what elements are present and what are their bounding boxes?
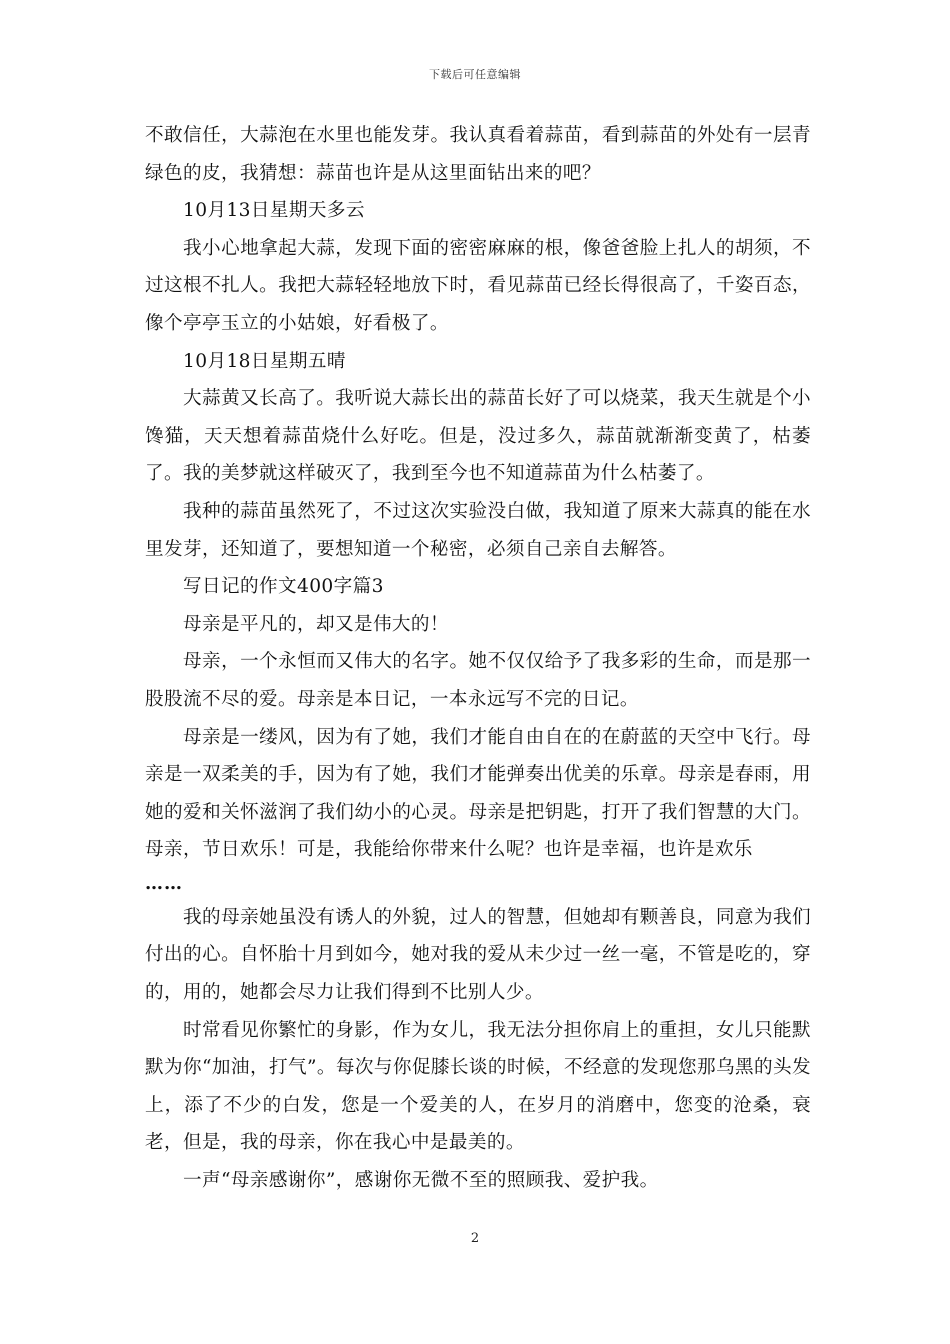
paragraph: 我小心地拿起大蒜，发现下面的密密麻麻的根，像爸爸脸上扎人的胡须，不过这根不扎人。我把大蒜轻轻地放下时，看见蒜苗已经长得很高了，千姿百态，像个亭亭玉立的小姑娘，好看极了。 xyxy=(145,237,811,334)
section-title: 写日记的作文400字篇3 xyxy=(183,576,384,598)
document-body xyxy=(145,117,811,1200)
paragraph: 母亲，一个永恒而又伟大的名字。她不仅仅给予了我多彩的生命，而是那一股股流不尽的爱。母亲是本日记，一本永远写不完的日记。 xyxy=(145,651,811,710)
paragraph: 大蒜黄又长高了。我听说大蒜长出的蒜苗长好了可以烧菜，我天生就是个小馋猫，天天想着蒜苗烧什么好吃。但是，没过多久，蒜苗就渐渐变黄了，枯萎了。我的美梦就这样破灭了，我到至今也不知道蒜苗为什么枯萎了。 xyxy=(145,388,811,485)
paragraph: 一声“母亲感谢你”，感谢你无微不至的照顾我、爱护我。 xyxy=(183,1170,659,1192)
diary-date-heading: 10月13日星期天多云 xyxy=(183,200,365,222)
diary-date-heading: 10月18日星期五晴 xyxy=(183,350,346,372)
paragraph: 时常看见你繁忙的身影，作为女儿，我无法分担你肩上的重担，女儿只能默默为你“加油，打气”。每次与你促膝长谈的时候，不经意的发现您那乌黑的头发上，添了不少的白发，您是一个爱美的人，在岁月的消磨中，您变的沧桑，衰老，但是，我的母亲，你在我心中是最美的。 xyxy=(145,1019,811,1154)
page-number: 2 xyxy=(470,1231,480,1246)
paragraph: 不敢信任，大蒜泡在水里也能发芽。我认真看着蒜苗，看到蒜苗的外处有一层青绿色的皮，我猜想：蒜苗也许是从这里面钻出来的吧？ xyxy=(145,125,811,184)
paragraph: 母亲是一缕风，因为有了她，我们才能自由自在的在蔚蓝的天空中飞行。母亲是一双柔美的手，因为有了她，我们才能弹奏出优美的乐章。母亲是春雨，用她的爱和关怀滋润了我们幼小的心灵。母亲是把钥匙，打开了我们智慧的大门。母亲，节日欢乐！可是，我能给你带来什么呢？也许是幸福，也许是欢乐 xyxy=(145,726,811,861)
paragraph: 我的母亲她虽没有诱人的外貌，过人的智慧，但她却有颗善良，同意为我们付出的心。自怀胎十月到如今，她对我的爱从未少过一丝一毫，不管是吃的，穿的，用的，她都会尽力让我们得到不比别人少。 xyxy=(145,906,811,1004)
ellipsis-line: …… xyxy=(145,872,183,894)
paragraph: 母亲是平凡的，却又是伟大的！ xyxy=(183,613,449,635)
page-header: 下载后可任意编辑 xyxy=(429,68,521,81)
paragraph: 我种的蒜苗虽然死了，不过这次实验没白做，我知道了原来大蒜真的能在水里发芽，还知道了，要想知道一个秘密，必须自己亲自去解答。 xyxy=(145,500,811,560)
